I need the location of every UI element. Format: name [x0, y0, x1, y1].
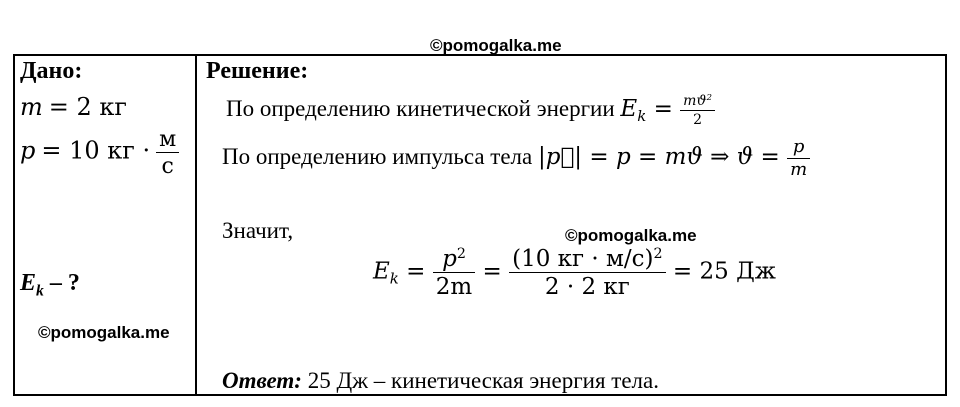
main-fraction-1-denominator: 2m: [435, 274, 473, 301]
mass-value: = 2 кг: [48, 93, 127, 121]
main-fraction-2-num-text: (10 кг · м/с): [512, 246, 654, 272]
momentum-definition-text: По определению импульса тела: [222, 144, 533, 170]
given-mass: [20, 93, 127, 122]
main-fraction-2-denominator: 2 · 2 кг: [544, 274, 630, 301]
main-formula: [373, 247, 776, 299]
kinetic-fraction: [680, 94, 715, 127]
main-fraction-2: [509, 247, 665, 299]
main-eq2: =: [475, 258, 510, 285]
velocity-fraction: [787, 138, 810, 180]
momentum-value: = 10 кг ·: [41, 136, 151, 165]
momentum-eq1: =: [582, 144, 616, 171]
main-fraction-1-num-sup: 2: [456, 246, 466, 263]
momentum-eq3: =: [753, 144, 788, 171]
main-fraction-2-numerator: [509, 247, 665, 273]
implies-arrow: ⇒: [702, 144, 737, 171]
kinetic-lhs-sub: k: [637, 107, 647, 126]
answer-text: 25 Дж – кинетическая энергия тела.: [301, 368, 659, 393]
solution-header: Решение:: [206, 58, 309, 84]
watermark-top: ©pomogalka.me: [430, 36, 562, 55]
main-fraction-1-num-text: p: [442, 246, 457, 272]
kinetic-definition-text: По определению кинетической энергии: [226, 95, 615, 121]
main-lhs-sub: k: [389, 269, 399, 288]
watermark-middle: ©pomogalka.me: [565, 226, 697, 245]
velocity-denominator: m: [790, 158, 808, 180]
watermark-left: ©pomogalka.me: [38, 323, 170, 342]
velocity-symbol: ϑ: [736, 144, 754, 171]
therefore-text: Значит,: [222, 218, 294, 243]
find-symbol: E: [20, 270, 37, 296]
kinetic-numerator-text: mϑ: [683, 93, 707, 109]
find-subscript: k: [36, 282, 44, 300]
main-fraction-1: [433, 247, 475, 299]
mass-symbol: m: [20, 93, 43, 121]
momentum-mv: mϑ: [664, 144, 703, 171]
main-fraction-1-numerator: [433, 247, 475, 273]
given-find: [20, 270, 80, 300]
main-fraction-2-num-sup: 2: [653, 246, 663, 263]
main-result: = 25 Дж: [665, 258, 776, 285]
solution-line-kinetic: [226, 94, 715, 127]
momentum-p: p: [615, 144, 631, 171]
main-lhs: E: [373, 258, 390, 285]
kinetic-numerator: [680, 94, 715, 111]
given-header: Дано:: [20, 58, 83, 84]
abs-right: |: [574, 144, 583, 171]
velocity-numerator: p: [787, 138, 810, 159]
column-divider: [195, 54, 197, 396]
momentum-unit-denominator: с: [161, 154, 174, 180]
momentum-eq2: =: [630, 144, 665, 171]
p-vector: p⃗: [545, 144, 575, 171]
kinetic-eq: =: [646, 95, 681, 122]
momentum-unit-numerator: м: [156, 128, 179, 153]
solution-line-momentum: [222, 138, 810, 180]
find-text: – ?: [43, 270, 80, 296]
answer-label: Ответ:: [222, 368, 302, 393]
answer-line: [222, 368, 659, 394]
kinetic-denominator: 2: [693, 111, 703, 128]
given-momentum: [20, 128, 179, 178]
momentum-symbol: p: [20, 136, 36, 165]
kinetic-lhs: E: [620, 95, 638, 122]
abs-left: |: [538, 144, 546, 171]
main-eq1: =: [398, 258, 433, 285]
kinetic-numerator-sup: 2: [706, 93, 712, 104]
momentum-unit-fraction: [156, 128, 179, 178]
